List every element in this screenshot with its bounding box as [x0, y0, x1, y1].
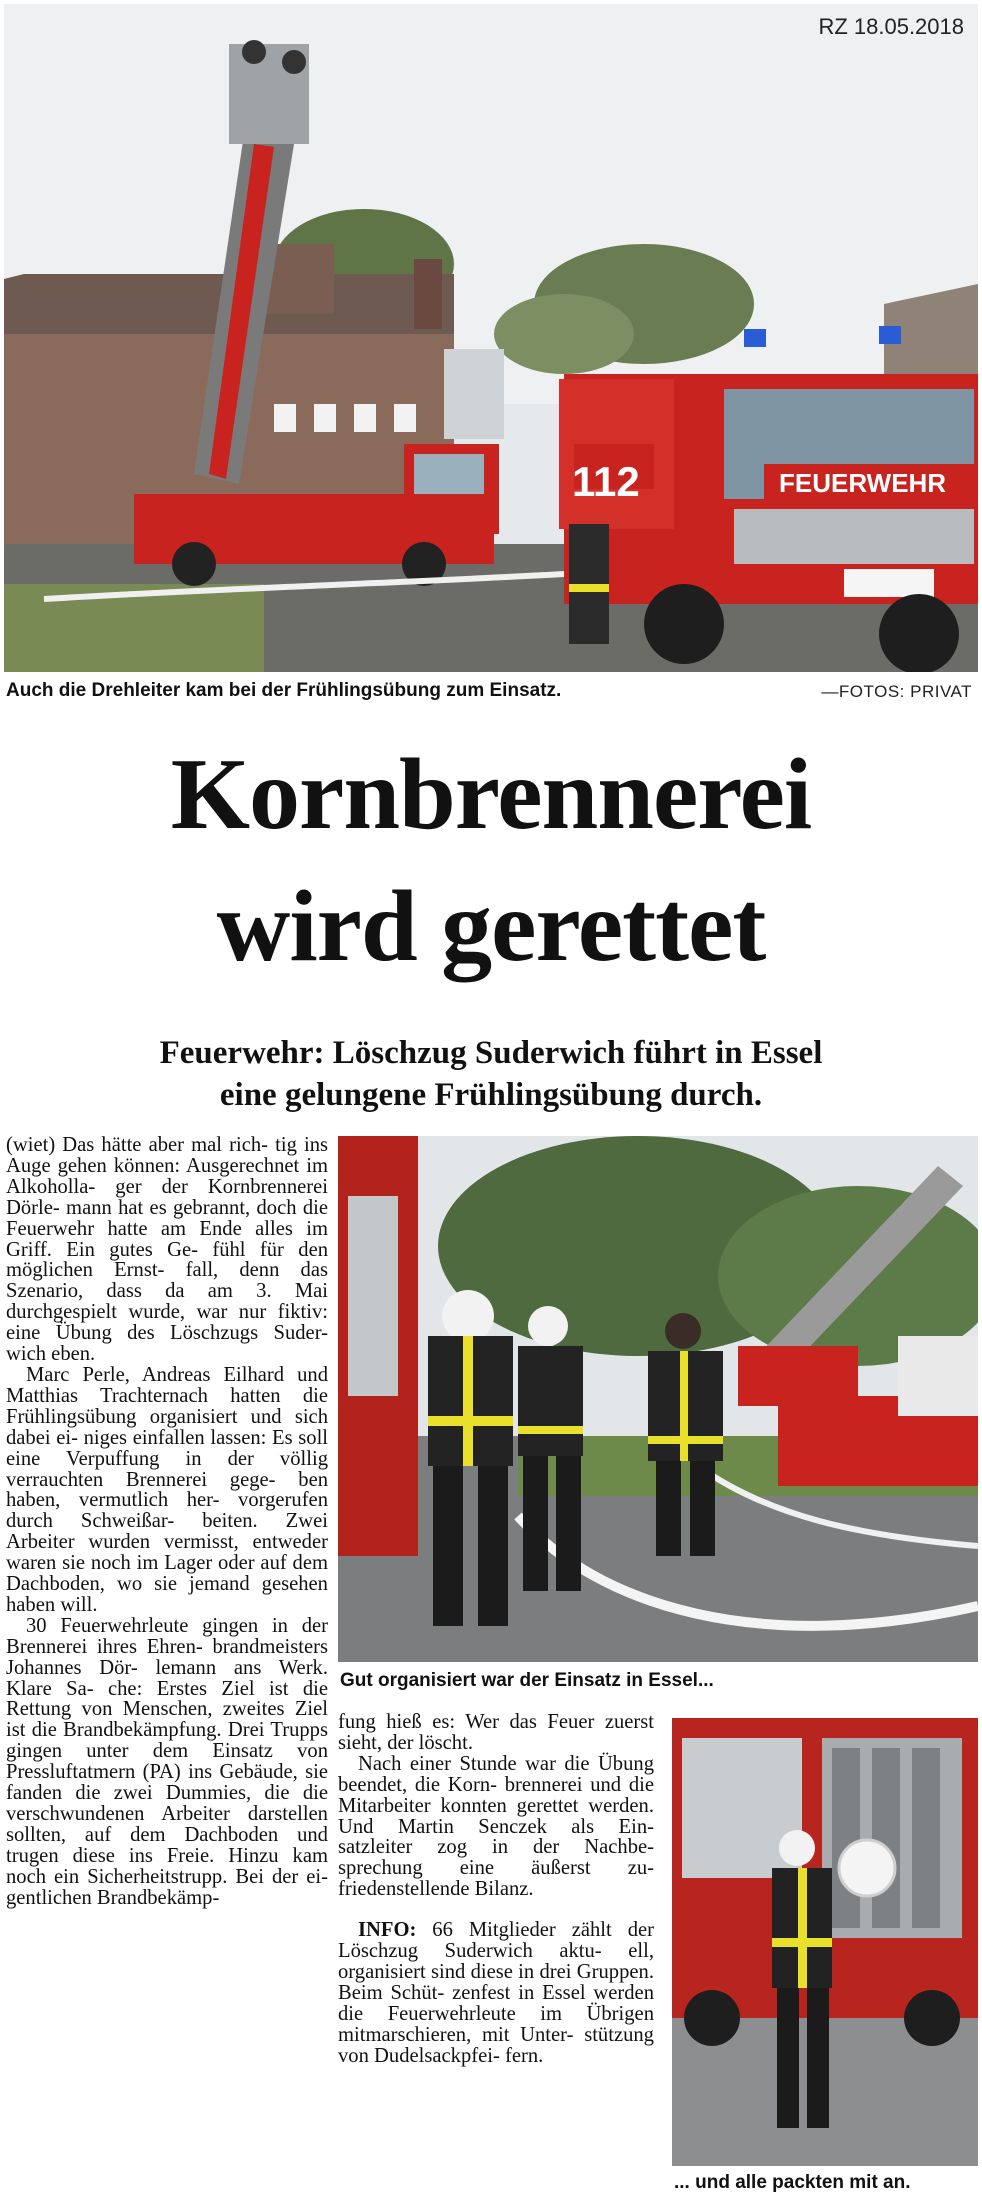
article-paragraph: Nach einer Stunde war die Übung beendet, die Korn- brennerei und die Mitarbeiter konnten gerettet werden. Und Martin Senczek als Ein- satzleiter zog in der Nachbe- sprechung eine äußerst zu- friedenstellende Bilanz.	[338, 1752, 654, 1901]
article-paragraph: fung hieß es: Wer das Feuer zuerst sieht, der löscht.	[338, 1711, 654, 1754]
article-info-paragraph: INFO: 66 Mitglieder zählt der Löschzug Suderwich aktu- ell, organisiert sind diese in drei Gruppen. Beim Schüt- zenfest in Essel werden die Feuerwehrleute im Übrigen mitmarschieren, mit Unter- stützung von Dudelsackpfei- fern.	[338, 1919, 654, 2067]
article-paragraph: Marc Perle, Andreas Eilhard und Matthias Trachternach hatten die Frühlingsübung organisiert und sich dabei ei- niges einfallen lassen: Es soll eine Verpuffung in der völlig verrauchten Brennerei gege- ben haben, vermutlich her- vorgerufen durch Schweißar- beiten. Zwei Arbeiter wurden vermisst, entweder waren sie noch im Lager oder auf dem Dachboden, wo sie jemand gesehen haben will.	[6, 1363, 329, 1616]
truck-number: 112	[572, 458, 640, 505]
headline-line-2: wird gerettet	[216, 870, 766, 983]
photo-bottom-illustration	[672, 1718, 978, 2166]
photo-middle-illustration	[338, 1136, 978, 1662]
subheadline-line-2: eine gelungene Frühlingsübung durch.	[219, 1077, 763, 1113]
article-column-2	[338, 1712, 654, 2067]
photo-top-illustration	[4, 4, 978, 672]
photo-middle-caption: Gut organisiert war der Einsatz in Essel...	[340, 1670, 714, 1691]
article-paragraph: 30 Feuerwehrleute gingen in der Brennerei ihres Ehren- brandmeisters Johannes Dör- lemann ans Werk. Klare Sa- che: Erstes Ziel ist die Rettung von Menschen, zweites Ziel ist die Brandbekämpfung. Drei Trupps gingen unter dem Einsatz von Pressluftatmern (PA) ins Gebäude, sie fanden die zwei Dummies, die die verschwundenen Arbeiter darstellen sollten, auf dem Dachboden und trugen diese ins Freie. Hinzu kam noch ein Sicherheitstrupp. Bei der ei- gentlichen Brandbekämp-	[6, 1614, 329, 1909]
photo-bottom	[672, 1718, 978, 2166]
photo-top	[4, 4, 978, 672]
subheadline-line-1: Feuerwehr: Löschzug Suderwich führt in Essel	[159, 1035, 823, 1071]
article-column-1	[6, 1135, 328, 1909]
truck-label: FEUERWEHR	[779, 468, 947, 498]
article-paragraph: (wiet) Das hätte aber mal rich- tig ins Auge gehen können: Ausgerechnet im Alkoholla- ger der Kornbrennerei Dörle- mann hat es gebrannt, doch die Feuerwehr hatte am Ende alles im Griff. Ein gutes Ge- fühl für den möglichen Ernst- fall, denn das Szenario, dass da am 3. Mai durchgespielt wurde, war nur fiktiv: eine Übung des Löschzugs Suder- wich eben.	[6, 1134, 329, 1366]
photo-top-caption: Auch die Drehleiter kam bei der Frühlingsübung zum Einsatz.	[6, 680, 562, 701]
photo-credit: —FOTOS: PRIVAT	[821, 682, 972, 701]
photo-bottom-caption: ... und alle packten mit an.	[674, 2172, 911, 2193]
headline-line-1: Kornbrennerei	[170, 738, 812, 851]
info-label: INFO:	[358, 1919, 417, 1942]
dateline: RZ 18.05.2018	[818, 14, 964, 39]
photo-middle	[338, 1136, 978, 1662]
